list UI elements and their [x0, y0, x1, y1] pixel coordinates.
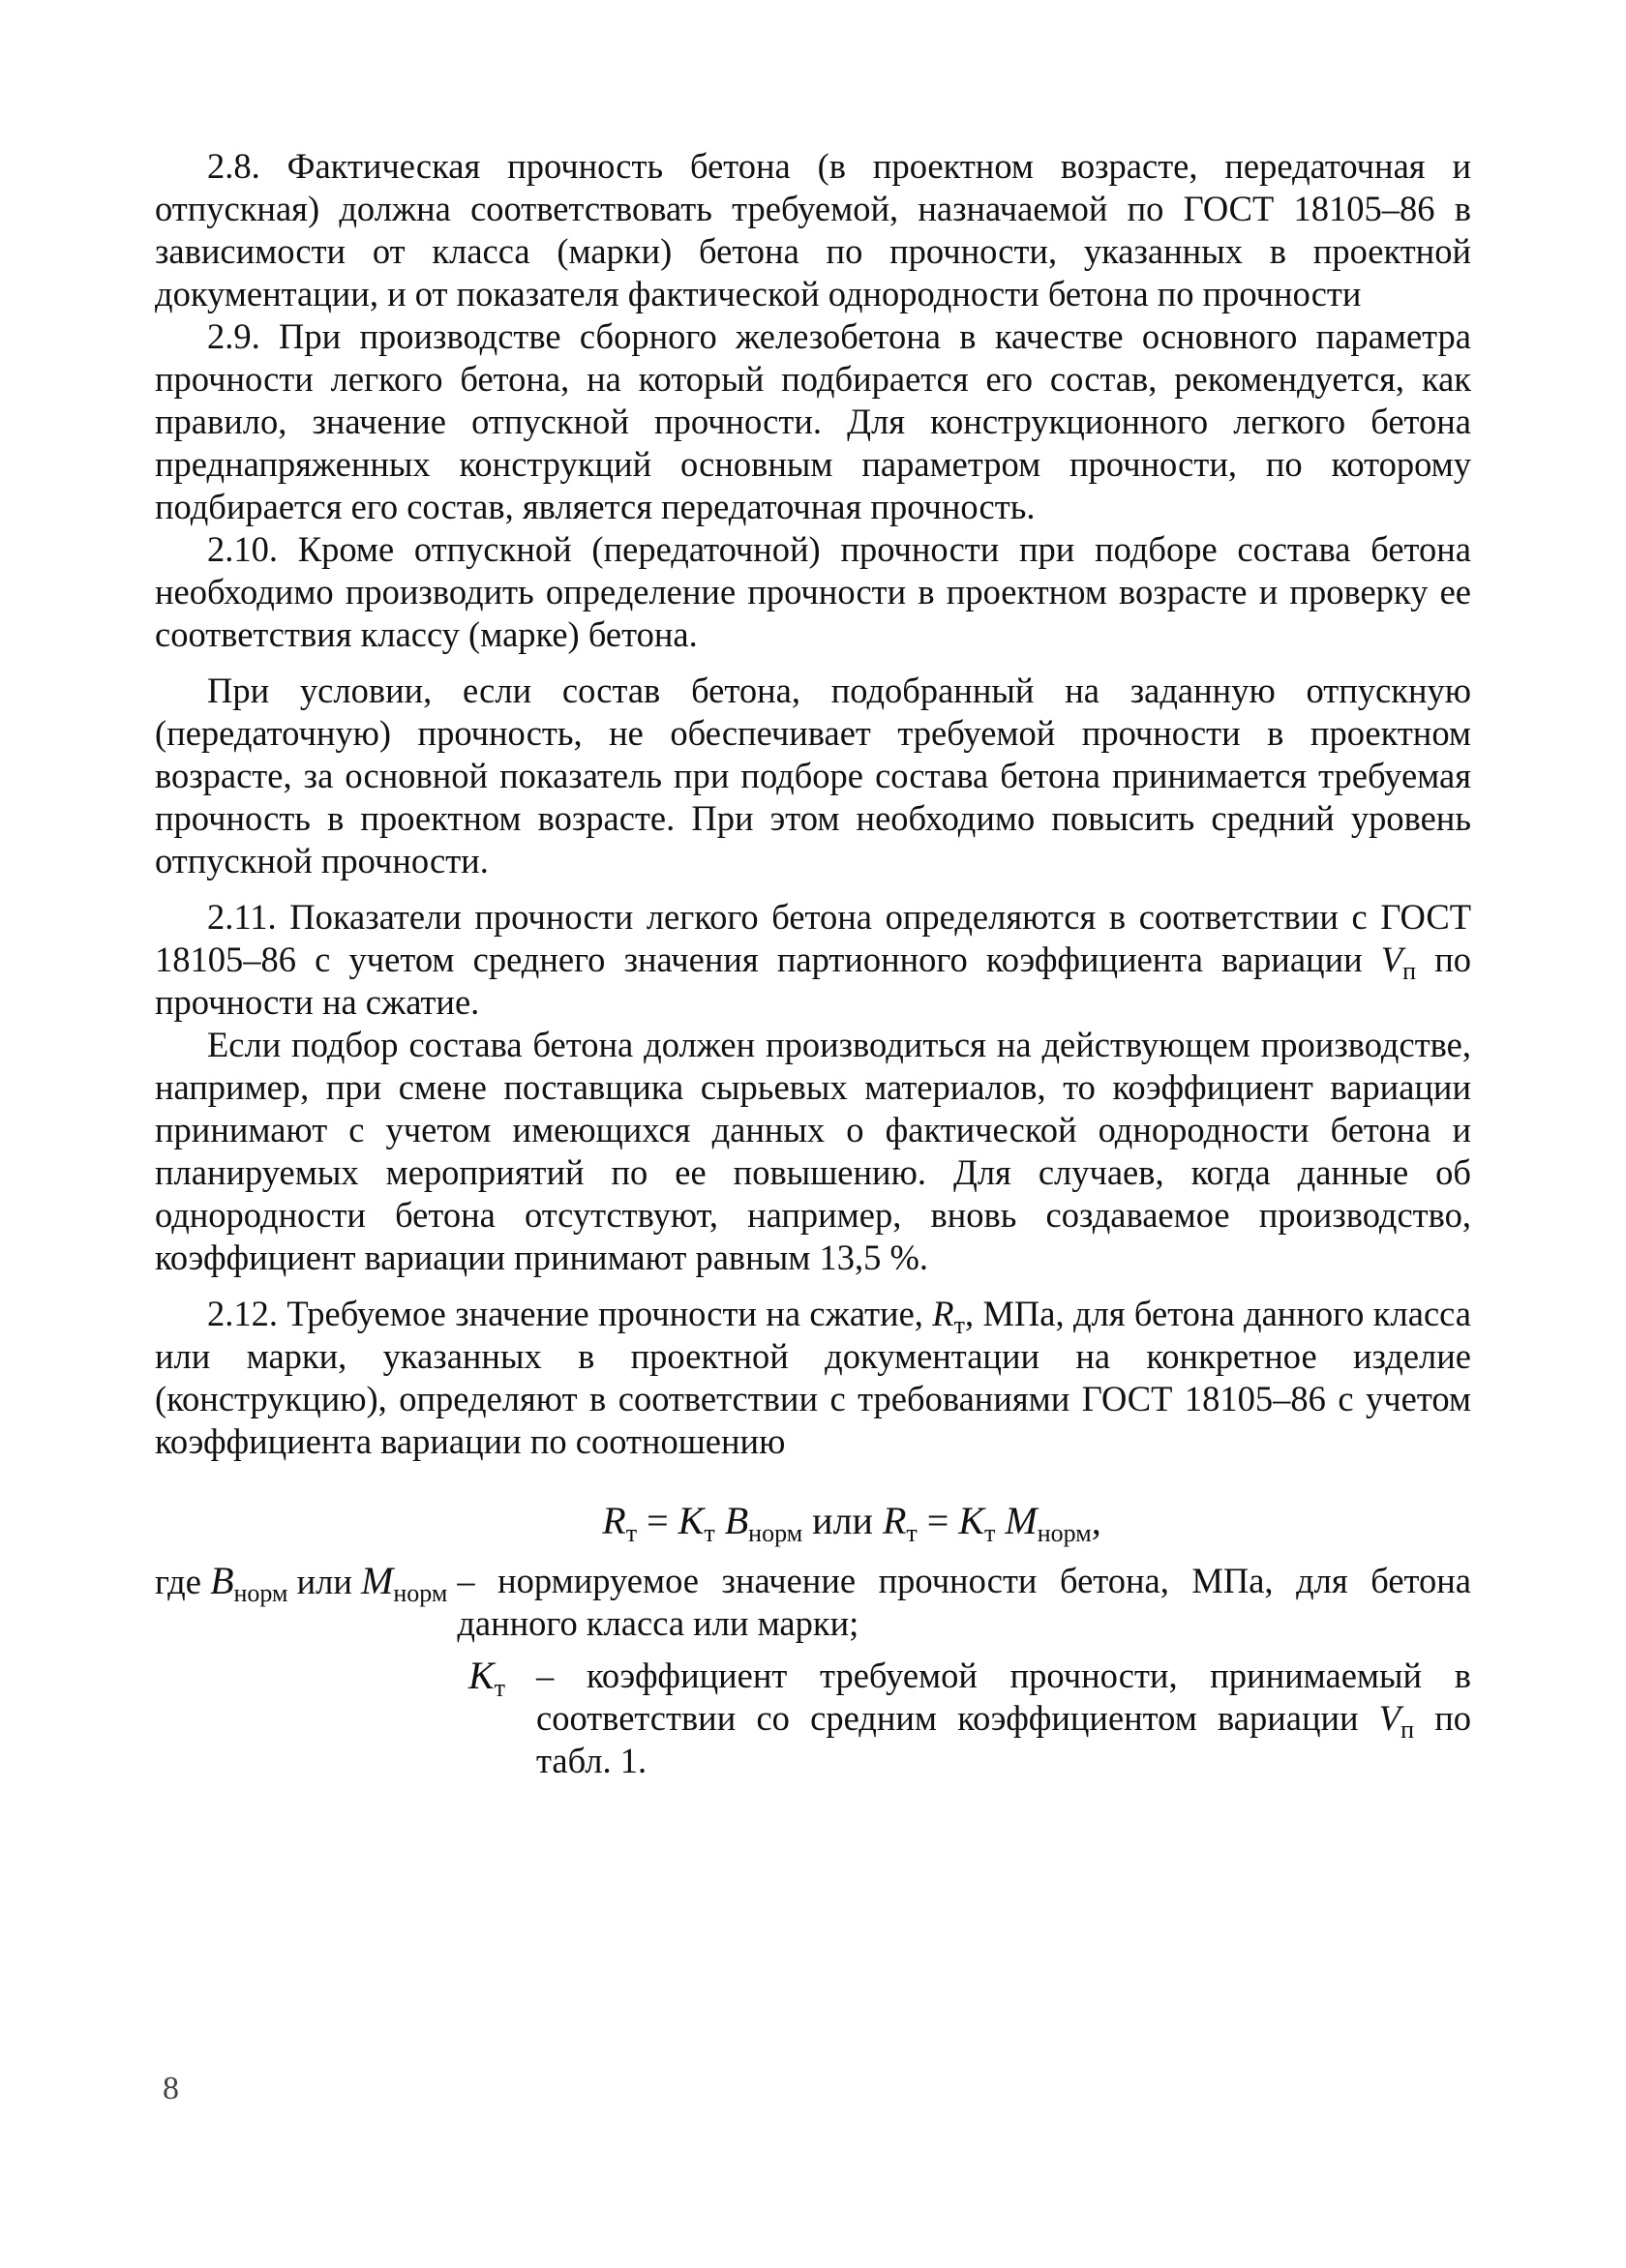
definition-or: или	[296, 1562, 352, 1601]
variation-subscript: п	[1402, 957, 1417, 985]
formula-r-sub-2: т	[906, 1519, 918, 1547]
paragraph-2-10-continued: При условии, если состав бетона, подобранный на заданную отпускную (передаточную) прочность, не обеспечивает требуемой прочности в проектном возрасте, за основной показатель при подборе состава бетона принимается требуемая прочность в проектном возрасте. При этом необходимо повысить средний уровень отпускной прочности.	[155, 671, 1471, 880]
formula-b: B	[724, 1499, 749, 1542]
paragraph-2-8: 2.8. Фактическая прочность бетона (в проектном возрасте, передаточная и отпускная) должна соответствовать требуемой, назначаемой по ГОСТ 18105–86 в зависимости от класса (марки) бетона по прочности, указанных в проектной документации, и от показателя фактической однородности бетона по прочности	[155, 146, 1471, 313]
paragraph-2-12-text-start: 2.12. Требуемое значение прочности на сжатие,	[207, 1294, 923, 1333]
document-page	[155, 145, 1471, 1792]
definition-coefficient-start: – коэффициент требуемой прочности, принимаемый в соответствии со средним коэффициентом вариации	[536, 1656, 1471, 1738]
paragraph-2-12-text-end: , МПа, для бетона данного класса или марки, указанных в проектной документации на конкретное изделие (конструкцию), определяют в соответствии с требованиями ГОСТ 18105–86 с учетом коэффициента вариации по соотношению	[155, 1294, 1471, 1461]
definition-term-b-m	[155, 1560, 447, 1645]
formula-r-2: R	[882, 1499, 907, 1542]
definition-k-sub: т	[494, 1674, 505, 1702]
strength-subscript: т	[953, 1311, 965, 1339]
definition-prefix: где	[155, 1562, 201, 1601]
formula-r-sub: т	[625, 1519, 638, 1547]
formula-m: M	[1005, 1499, 1038, 1542]
variation-symbol: V	[1380, 940, 1403, 979]
paragraph-2-9: 2.9. При производстве сборного железобетона в качестве основного параметра прочности легкого бетона, на который подбирается его состав, рекомендуется, как правило, значение отпускной прочности. Для конструкционного легкого бетона преднапряженных конструкций основным параметром прочности, по которому подбирается его состав, является передаточная прочность.	[155, 316, 1471, 526]
strength-formula	[155, 1496, 1471, 1546]
formula-or: или	[812, 1499, 873, 1542]
formula-m-sub: норм	[1037, 1519, 1092, 1547]
strength-symbol: R	[932, 1294, 954, 1333]
paragraph-2-11-continued: Если подбор состава бетона должен производиться на действующем производстве, например, при смене поставщика сырьевых материалов, то коэффициент вариации принимают с учетом имеющихся данных о фактической однородности бетона и планируемых мероприятий по ее повышению. Для случаев, когда данные об однородности бетона отсутствуют, например, вновь создаваемое производство, коэффициент вариации принимают равным 13,5 %.	[155, 1025, 1471, 1277]
definition-required-coefficient	[155, 1655, 1471, 1782]
definition-coefficient-end: по табл. 1.	[536, 1698, 1472, 1780]
paragraph-2-10: 2.10. Кроме отпускной (передаточной) прочности при подборе состава бетона необходимо производить определение прочности в проектном возрасте и проверку ее соответствия классу (марке) бетона.	[155, 529, 1471, 654]
formula-equals-2: =	[926, 1499, 949, 1542]
definition-v-sub: п	[1400, 1716, 1414, 1744]
definition-m-sub: норм	[393, 1579, 448, 1607]
definition-normative-strength	[155, 1560, 1471, 1645]
paragraph-2-12	[155, 1293, 1471, 1463]
paragraph-2-11-text-start: 2.11. Показатели прочности легкого бетона определяются в соответствии с ГОСТ 18105–86 с учетом среднего значения партионного коэффициента вариации	[155, 897, 1471, 979]
formula-equals-1: =	[647, 1499, 669, 1542]
formula-r: R	[602, 1499, 626, 1542]
definition-text-coefficient	[523, 1655, 1471, 1782]
definition-term-k	[155, 1655, 523, 1782]
paragraph-2-11	[155, 896, 1471, 1024]
definition-m: M	[361, 1559, 394, 1602]
formula-comma: ,	[1091, 1499, 1101, 1542]
definitions-list	[155, 1560, 1471, 1782]
formula-k-2: K	[958, 1499, 984, 1542]
formula-k-sub: т	[704, 1519, 715, 1547]
page-number: 8	[163, 2071, 179, 2106]
definition-b-sub: норм	[233, 1579, 288, 1607]
definition-k: K	[467, 1654, 495, 1697]
paragraph-2-11-text-end: по прочности на сжатие.	[155, 940, 1472, 1022]
formula-k: K	[678, 1499, 705, 1542]
definition-v: V	[1378, 1698, 1401, 1738]
formula-b-sub: норм	[748, 1519, 803, 1547]
definition-b: B	[210, 1559, 234, 1602]
definition-text-normative: – нормируемое значение прочности бетона, МПа, для бетона данного класса или марки;	[457, 1561, 1471, 1643]
formula-k-sub-2: т	[984, 1519, 996, 1547]
